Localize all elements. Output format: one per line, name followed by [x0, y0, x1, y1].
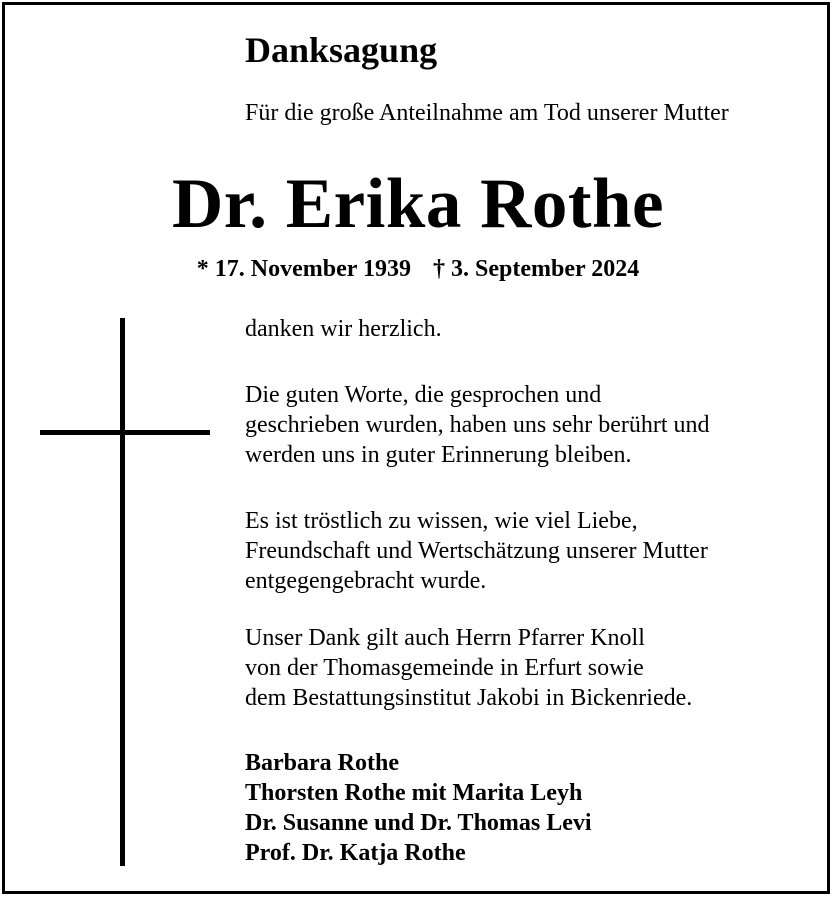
- intro-text: Für die große Anteilnahme am Tod unserer Mutter: [245, 100, 729, 126]
- signature-name: Barbara Rothe: [245, 750, 399, 776]
- signature-name: Thorsten Rothe mit Marita Leyh: [245, 780, 583, 806]
- paragraph-thanks: [245, 314, 442, 344]
- paragraph-acknowledgements: [245, 623, 692, 713]
- paragraph-line: Es ist tröstlich zu wissen, wie viel Liebe,: [245, 508, 638, 534]
- signatures: [245, 748, 592, 868]
- paragraph-comfort: [245, 506, 708, 596]
- signature-name: Prof. Dr. Katja Rothe: [245, 840, 466, 866]
- paragraph-line: entgegengebracht wurde.: [245, 568, 487, 594]
- paragraph-line: Freundschaft und Wertschätzung unserer Mutter: [245, 538, 708, 564]
- cross-icon-crossbar: [40, 430, 210, 435]
- paragraph-line: werden uns in guter Erinnerung bleiben.: [245, 442, 632, 468]
- cross-icon: [120, 318, 125, 866]
- paragraph-kind-words: [245, 380, 710, 470]
- paragraph-line: danken wir herzlich.: [245, 316, 442, 342]
- paragraph-line: von der Thomasgemeinde in Erfurt sowie: [245, 655, 644, 681]
- paragraph-line: Die guten Worte, die gesprochen und: [245, 382, 602, 408]
- death-date: † 3. September 2024: [433, 256, 640, 282]
- deceased-name: Dr. Erika Rothe: [171, 165, 665, 243]
- life-dates: [0, 254, 836, 284]
- notice-heading: Danksagung: [245, 30, 438, 70]
- signature-name: Dr. Susanne und Dr. Thomas Levi: [245, 810, 592, 836]
- paragraph-line: dem Bestattungsinstitut Jakobi in Bickenriede.: [245, 685, 693, 711]
- paragraph-line: geschrieben wurden, haben uns sehr berührt und: [245, 412, 710, 438]
- paragraph-line: Unser Dank gilt auch Herrn Pfarrer Knoll: [245, 625, 645, 651]
- birth-date: * 17. November 1939: [196, 256, 411, 282]
